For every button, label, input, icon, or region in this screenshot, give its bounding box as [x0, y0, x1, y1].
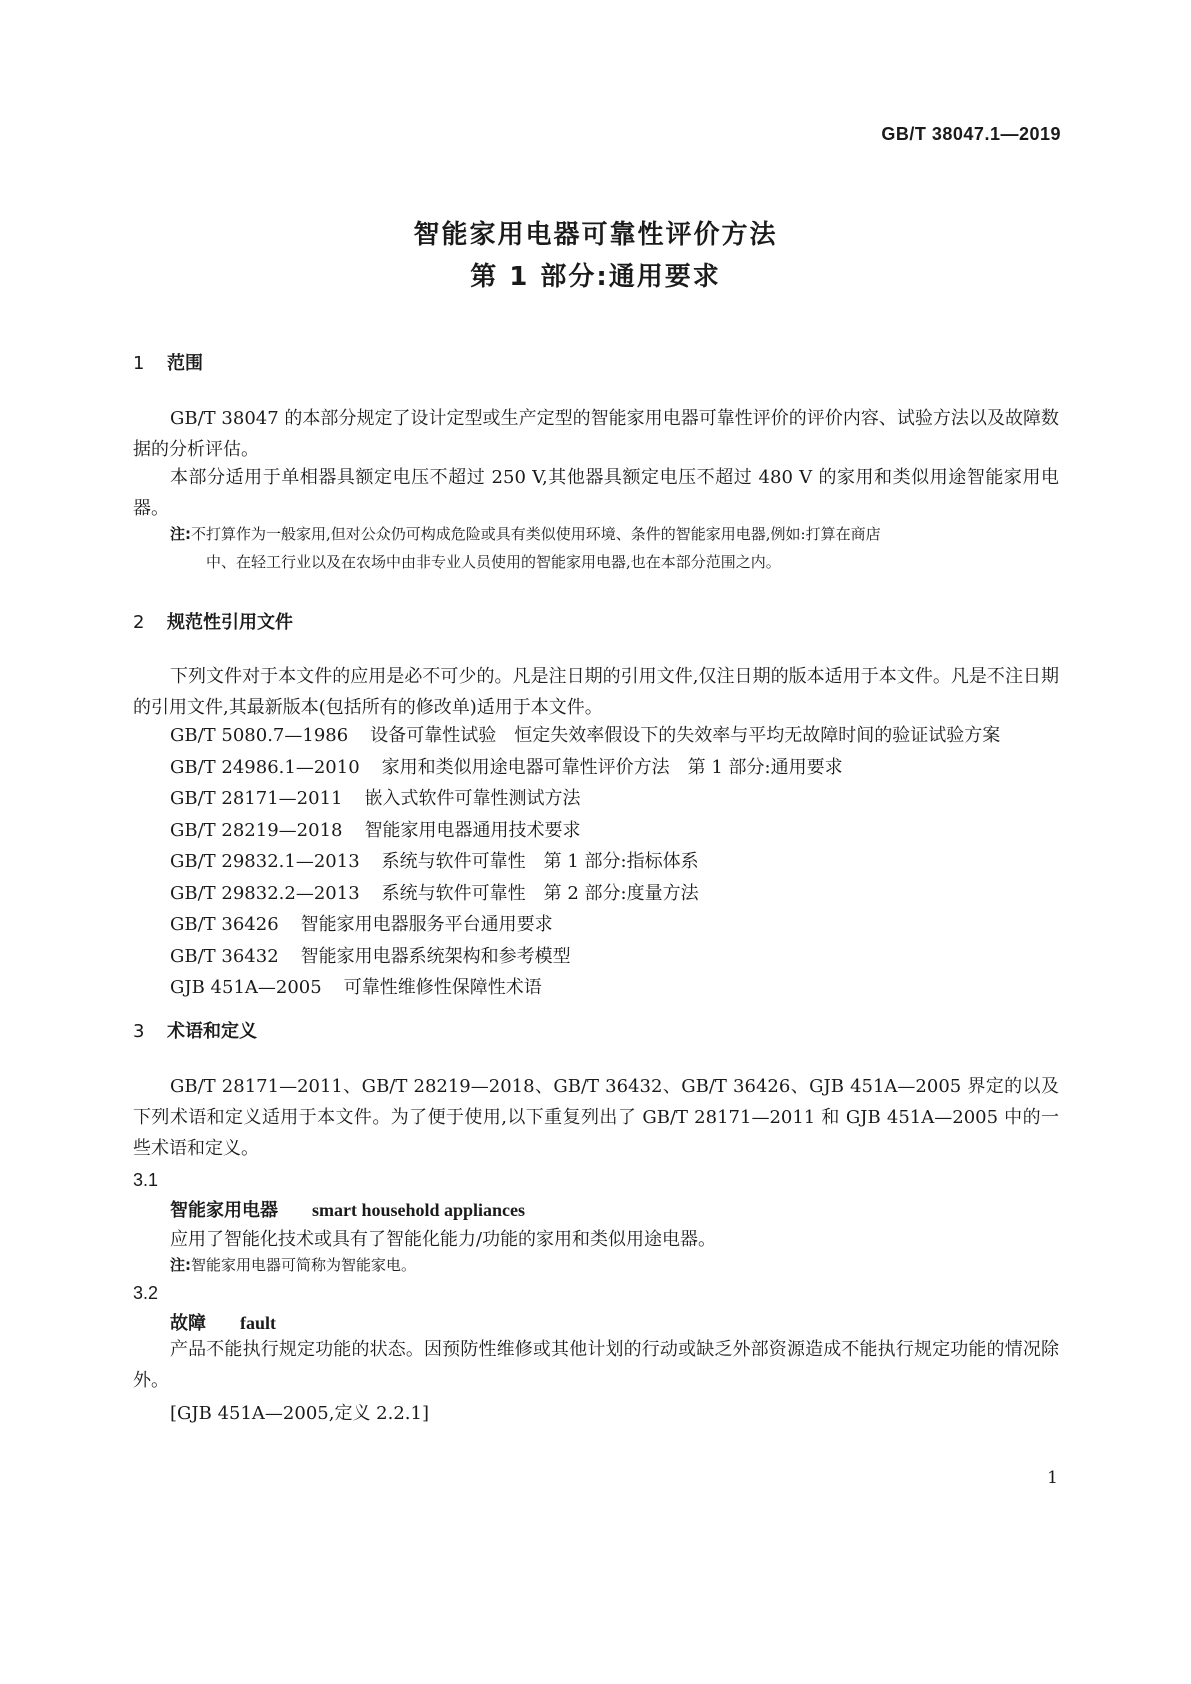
- reference-list: [170, 720, 1000, 1004]
- reference-item: [170, 720, 1000, 752]
- reference-code: GB/T 24986.1—2010: [170, 756, 360, 778]
- reference-title: 智能家用电器系统架构和参考模型: [300, 945, 571, 967]
- term-number: 3.2: [133, 1283, 159, 1303]
- section-1-note: [170, 520, 1060, 548]
- term-heading: [170, 1196, 525, 1222]
- reference-code: GB/T 29832.1—2013: [170, 851, 360, 872]
- reference-item: [170, 941, 1000, 973]
- section-1-paragraph-2: 本部分适用于单相器具额定电压不超过 250 V,其他器具额定电压不超过 480 V 的家用和类似用途智能家用电器。: [133, 467, 1059, 519]
- section-3-heading: [133, 1017, 257, 1043]
- term-chinese: 故障: [170, 1313, 206, 1334]
- reference-item: [170, 878, 1000, 910]
- reference-code: GB/T 29832.2—2013: [170, 882, 360, 904]
- reference-code: GB/T 5080.7—1986: [170, 725, 349, 746]
- reference-item: [170, 752, 1000, 784]
- page-number: 1: [1047, 1468, 1058, 1488]
- note-text-line1: 不打算作为一般家用,但对公众仍可构成危险或具有类似使用环境、条件的智能家用电器,例如:打算在商店: [191, 525, 881, 543]
- reference-title: 智能家用电器服务平台通用要求: [300, 914, 553, 935]
- reference-item: [170, 815, 1000, 847]
- term-source: [GJB 451A—2005,定义 2.2.1]: [170, 1403, 429, 1424]
- section-2-intro: 下列文件对于本文件的应用是必不可少的。凡是注日期的引用文件,仅注日期的版本适用于本文件。凡是不注日期的引用文件,其最新版本(包括所有的修改单)适用于本文件。: [133, 666, 1059, 718]
- note-text: 智能家用电器可简称为智能家电。: [191, 1256, 417, 1274]
- section-2-title: 规范性引用文件: [167, 612, 293, 633]
- reference-title: 系统与软件可靠性 第 2 部分:度量方法: [381, 882, 699, 904]
- term-heading: [170, 1309, 276, 1335]
- reference-code: GJB 451A—2005: [170, 977, 322, 998]
- reference-item: [170, 972, 1000, 1004]
- term-english: smart household appliances: [312, 1200, 526, 1220]
- document-title-line2: 第 1 部分:通用要求: [470, 262, 721, 292]
- reference-title: 可靠性维修性保障性术语: [343, 977, 542, 998]
- document-code: GB/T 38047.1—2019: [881, 124, 1061, 144]
- term-english: fault: [240, 1313, 276, 1333]
- section-2-heading: [133, 608, 293, 634]
- term-chinese: 智能家用电器: [170, 1200, 278, 1221]
- section-3-intro: GB/T 28171—2011、GB/T 28219—2018、GB/T 36432、GB/T 36426、GJB 451A—2005 界定的以及下列术语和定义适用于本文件。为了便于使用,以下重复列出了 GB/T 28171—2011 和 GJB 451A—2005 中的一些术语和定义。: [133, 1076, 1059, 1159]
- term-definition: 产品不能执行规定功能的状态。因预防性维修或其他计划的行动或缺乏外部资源造成不能执行规定功能的情况除外。: [133, 1339, 1059, 1391]
- reference-item: [170, 846, 1000, 878]
- section-1-title: 范围: [167, 353, 203, 374]
- term-note: [170, 1251, 1060, 1279]
- document-title-line1: 智能家用电器可靠性评价方法: [413, 220, 778, 250]
- section-1-note-line2: 中、在轻工行业以及在农场中由非专业人员使用的智能家用电器,也在本部分范围之内。: [206, 553, 781, 571]
- term-number: 3.1: [133, 1170, 159, 1190]
- reference-title: 设备可靠性试验 恒定失效率假设下的失效率与平均无故障时间的验证试验方案: [370, 725, 1001, 746]
- reference-item: [170, 783, 1000, 815]
- term-definition: 应用了智能化技术或具有了智能化能力/功能的家用和类似用途电器。: [170, 1229, 717, 1250]
- note-label: 注:: [170, 1256, 191, 1274]
- section-2-number: 2: [133, 612, 145, 633]
- reference-title: 嵌入式软件可靠性测试方法: [364, 788, 581, 809]
- reference-code: GB/T 28171—2011: [170, 788, 343, 809]
- section-3-title: 术语和定义: [167, 1021, 257, 1042]
- section-1-heading: [133, 349, 203, 375]
- reference-item: [170, 909, 1000, 941]
- reference-title: 家用和类似用途电器可靠性评价方法 第 1 部分:通用要求: [381, 756, 843, 778]
- reference-title: 智能家用电器通用技术要求: [364, 819, 581, 841]
- reference-code: GB/T 36426: [170, 914, 279, 935]
- section-1-number: 1: [133, 353, 145, 374]
- note-label: 注:: [170, 525, 191, 543]
- section-3-number: 3: [133, 1021, 145, 1042]
- reference-code: GB/T 36432: [170, 945, 279, 967]
- section-1-paragraph-1: GB/T 38047 的本部分规定了设计定型或生产定型的智能家用电器可靠性评价的评价内容、试验方法以及故障数据的分析评估。: [133, 408, 1059, 460]
- reference-code: GB/T 28219—2018: [170, 819, 343, 841]
- reference-title: 系统与软件可靠性 第 1 部分:指标体系: [381, 851, 699, 872]
